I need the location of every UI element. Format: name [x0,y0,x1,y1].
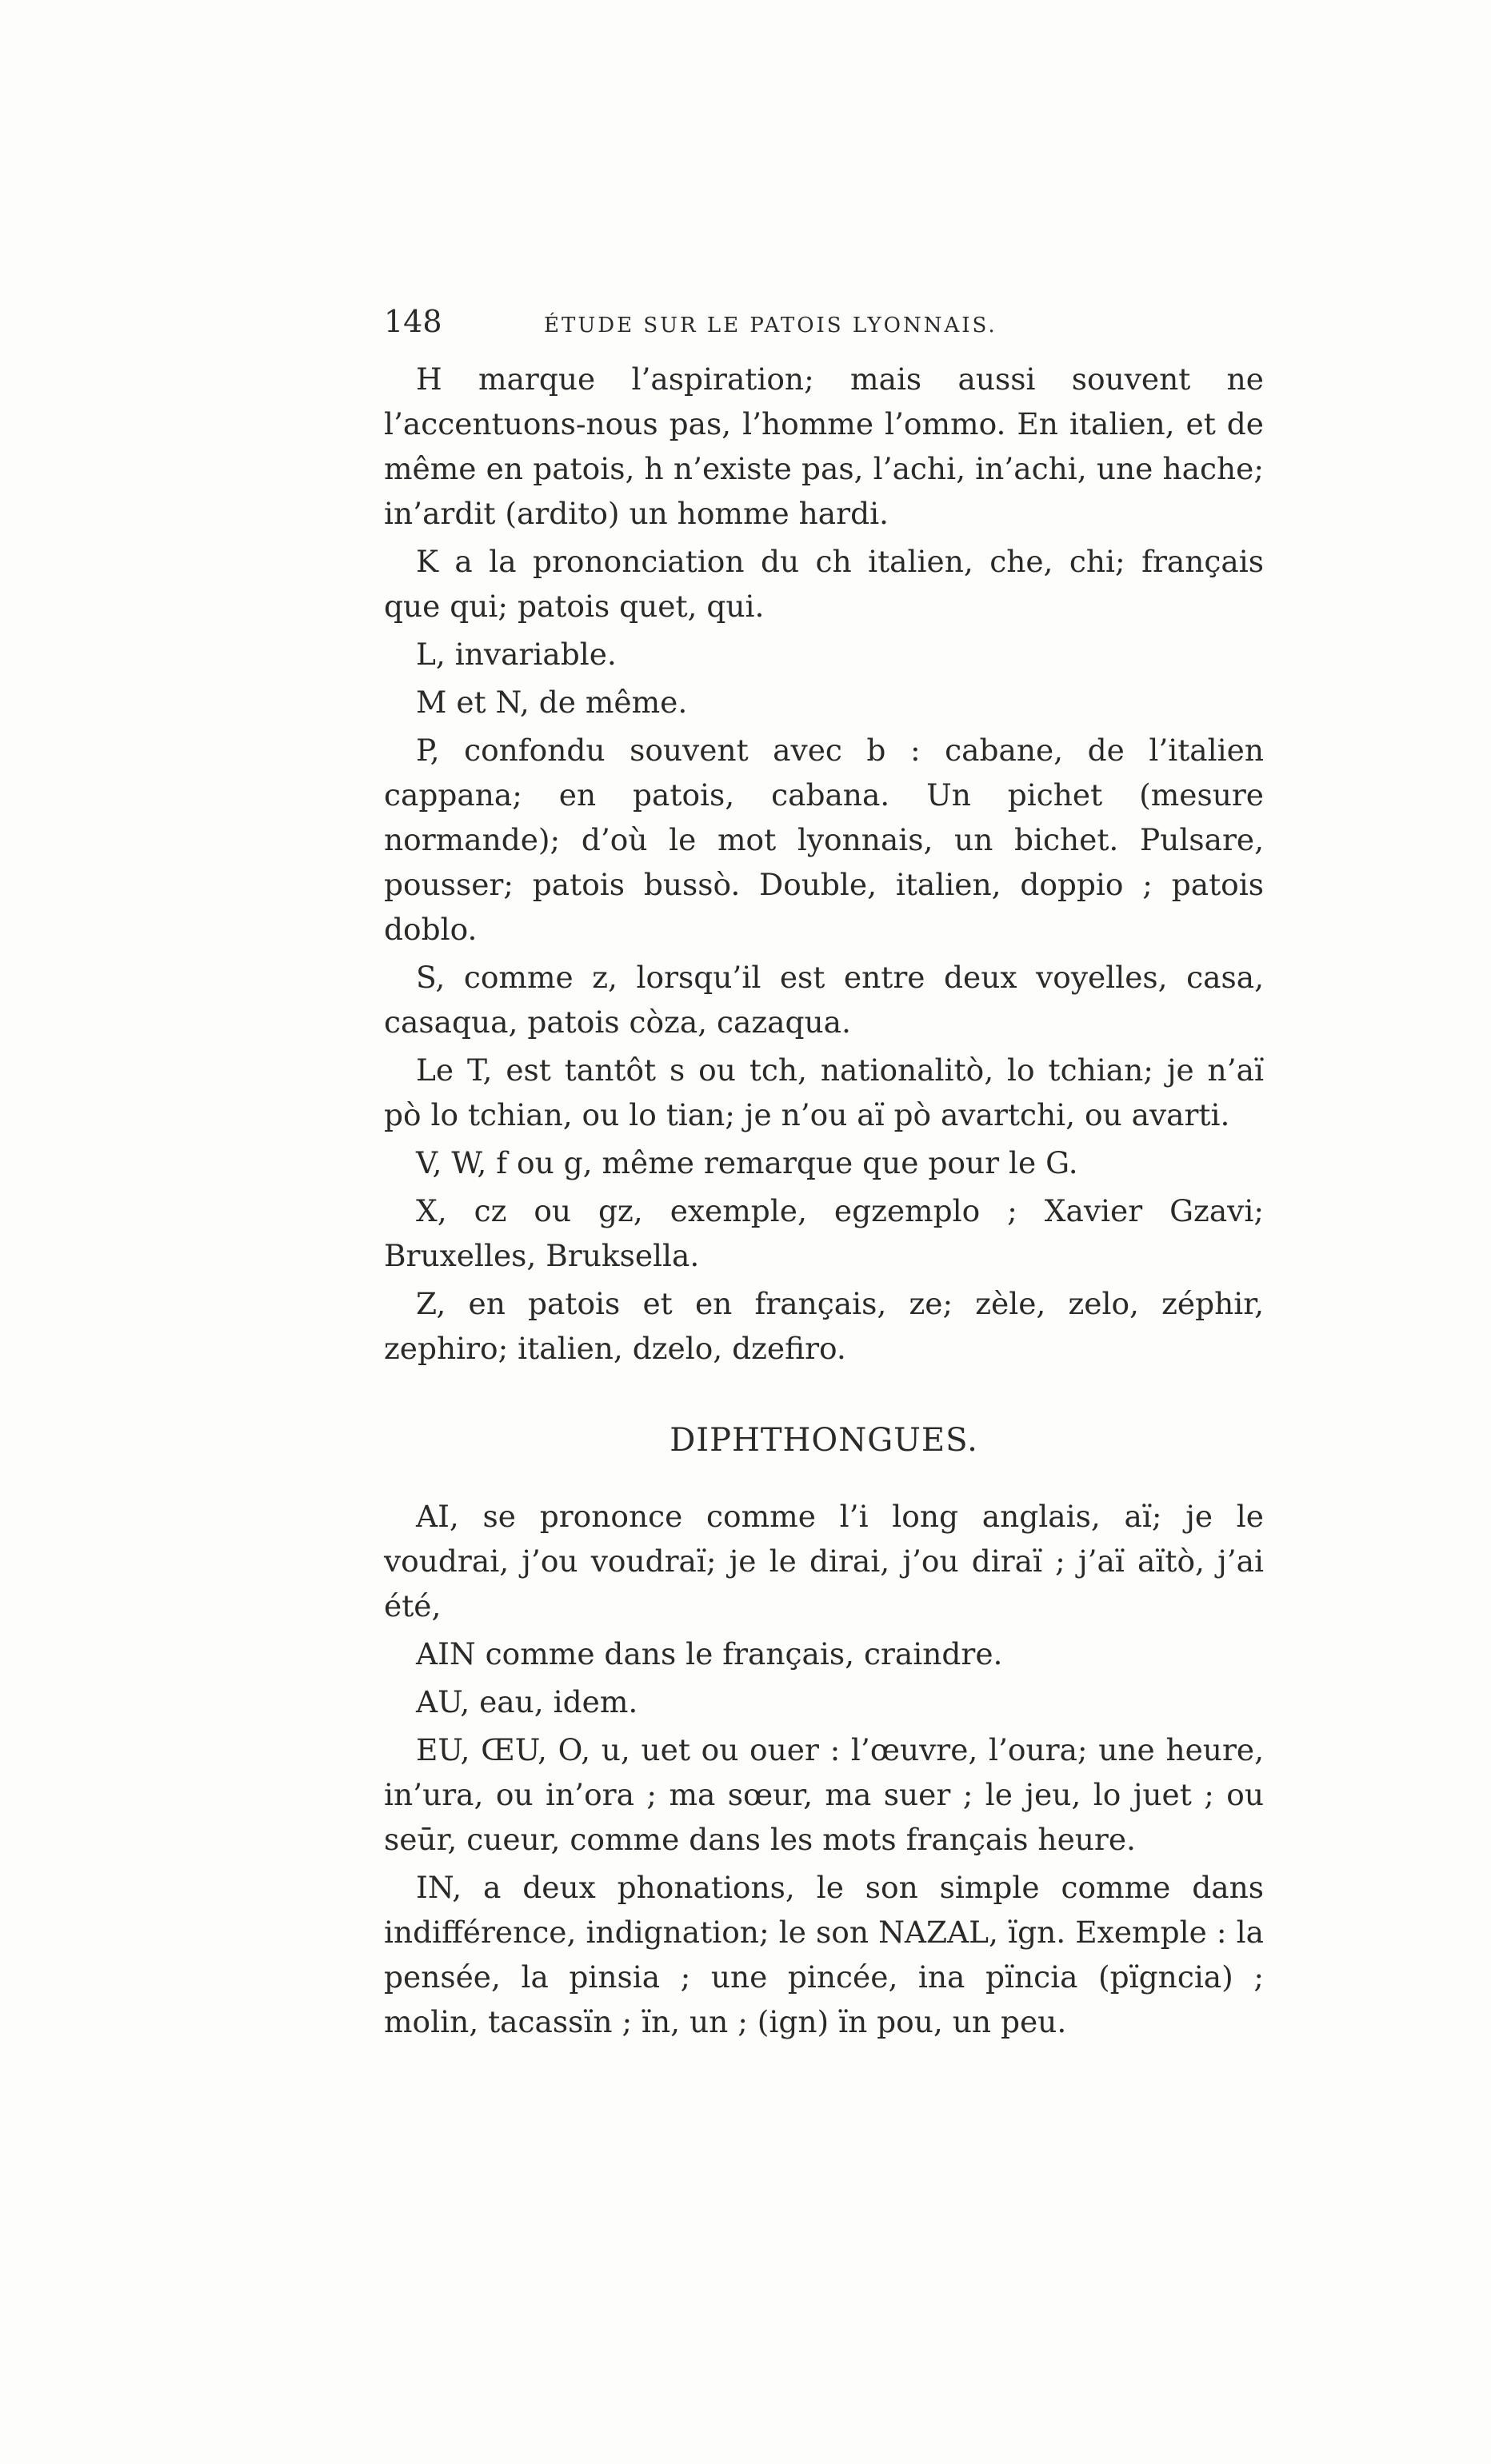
diphthongs-section [384,1494,1264,2044]
paragraph-eu: EU, ŒU, O, u, uet ou ouer : l’œuvre, l’oura; une heure, in’ura, ou in’ora ; ma sœur, ma suer ; le jeu, lo juet ; ou seūr, cueur, comme dans les mots français heure. [384,1732,1264,1857]
paragraph-t: Le T, est tantôt s ou tch, nationalitò, lo tchian; je n’aï pò lo tchian, ou lo tian; je n’ou aï pò avartchi, ou avarti. [384,1052,1264,1132]
book-page [384,304,1264,2047]
paragraph-h: H marque l’aspiration; mais aussi souvent ne l’accentuons-nous pas, l’homme l’ommo. En italien, et de même en patois, h n’existe pas, l’achi, in’achi, une hache; in’ardit (ardito) un homme hardi. [384,361,1264,531]
paragraph-v-w: V, W, f ou g, même remarque que pour le G. [416,1145,1078,1180]
paragraph-in: IN, a deux phonations, le son simple comme dans indifférence, indignation; le son NAZAL, ïgn. Exemple : la pensée, la pinsia ; une pincée, ina pïncia (pïgncia) ; molin, tacassïn ; ïn, un ; (ign) ïn pou, un peu. [384,1870,1264,2039]
running-head [384,304,1264,339]
letters-section [384,357,1264,1371]
section-title: DIPHTHONGUES. [670,1422,978,1459]
paragraph-l: L, invariable. [416,637,617,672]
paragraph-x: X, cz ou gz, exemple, egzemplo ; Xavier Gzavi; Bruxelles, Bruksella. [384,1193,1264,1273]
paragraph-m-n: M et N, de même. [416,685,688,720]
paragraph-k: K a la prononciation du ch italien, che, chi; français que qui; patois quet, qui. [384,544,1264,624]
paragraph-au: AU, eau, idem. [416,1684,638,1719]
paragraph-p: P, confondu souvent avec b : cabane, de l’italien cappana; en patois, cabana. Un pichet (mesure normande); d’où le mot lyonnais, un bichet. Pulsare, pousser; patois bussò. Double, italien, doppio ; patois doblo. [384,733,1264,947]
page-number: 148 [384,304,442,339]
paragraph-s: S, comme z, lorsqu’il est entre deux voyelles, casa, casaqua, patois còza, cazaqua. [384,960,1264,1040]
paragraph-z: Z, en patois et en français, ze; zèle, zelo, zéphir, zephiro; italien, dzelo, dzefiro. [384,1286,1264,1366]
running-title: ÉTUDE SUR LE PATOIS LYONNAIS. [544,313,997,337]
paragraph-ai: AI, se prononce comme l’i long anglais, aï; je le voudrai, j’ou voudraï; je le dirai, j’ou diraï ; j’aï aïtò, j’ai été, [384,1499,1264,1623]
paragraph-ain: AIN comme dans le français, craindre. [416,1636,1003,1671]
